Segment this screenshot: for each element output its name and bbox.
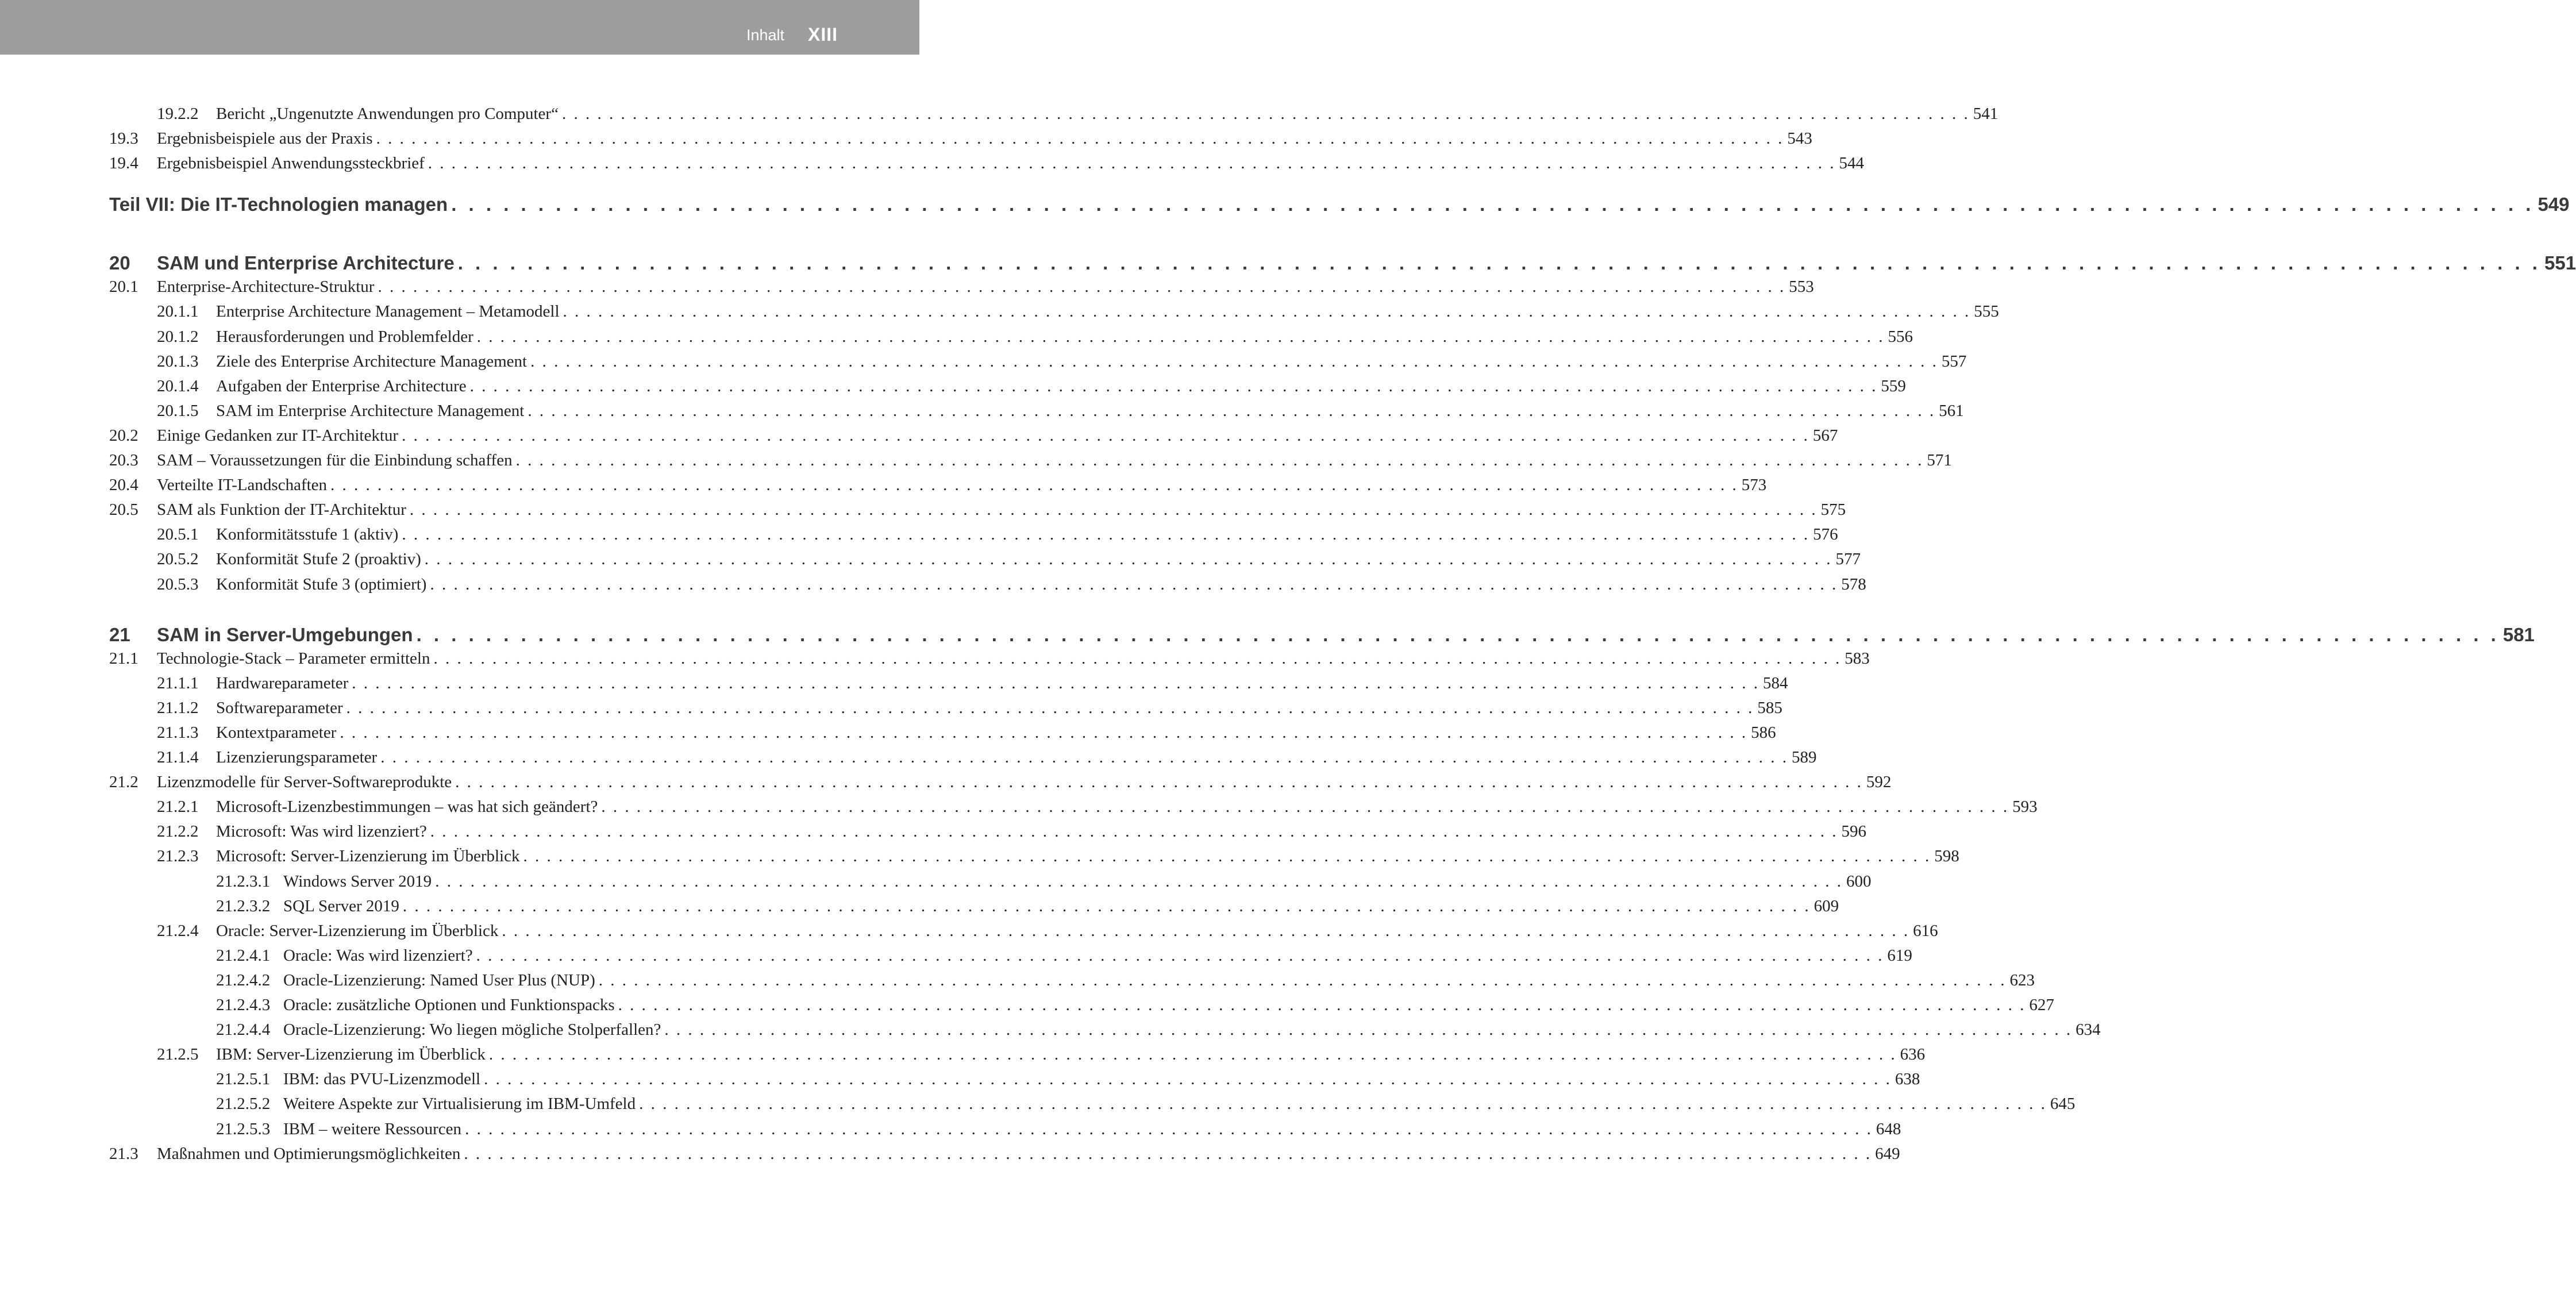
toc-entry — [216, 1095, 2076, 1118]
leader-dots: . . . . . . . . . . . . . . . . . . . . . . . . . . . . . . . . . . . . . . . . . . . . . . . . . . . . . . . . . . . . . . . . . . . . . . . . . . . . . . . . . . . . . . . . . . . . . . . . . . . . . . . . . . . . . . . . . . . . . . . . — [563, 302, 1971, 321]
toc-entry-title: Aufgaben der Enterprise Architecture — [216, 376, 467, 395]
toc-chapter-entry — [109, 623, 2535, 649]
toc-entry-page: 559 — [1881, 376, 1906, 395]
toc-entry — [216, 872, 1872, 895]
toc-entry-title: Oracle-Lizenzierung: Named User Plus (NUP) — [283, 970, 595, 989]
toc-entry-number: 20.1 — [109, 278, 138, 296]
toc-entry-page: 551 — [2544, 252, 2576, 274]
toc-entry-title: Konformität Stufe 2 (proaktiv) — [216, 550, 421, 569]
toc-entry-title: Weitere Aspekte zur Virtualisierung im IBM-Umfeld — [283, 1095, 636, 1114]
toc-entry — [157, 723, 1776, 746]
toc-entry-title: Enterprise Architecture Management – Metamodell — [216, 302, 560, 321]
toc-entry-number: 21.2.3.1 — [216, 872, 271, 891]
leader-dots: . . . . . . . . . . . . . . . . . . . . . . . . . . . . . . . . . . . . . . . . . . . . . . . . . . . . . . . . . . . . . . . . . . . . . . . . . . . . . . . . . . . . . . . . . . . . . . . . . . . . . . . . . . . . . . . . . . . . . . . . — [435, 872, 1843, 891]
toc-entry-page: 596 — [1841, 822, 1867, 841]
toc-entry-title: Lizenzierungsparameter — [216, 748, 378, 767]
toc-entry-title: IBM: Server-Lizenzierung im Überblick — [216, 1045, 486, 1064]
toc-entry — [157, 376, 1906, 400]
toc-entry-page: 598 — [1934, 847, 1959, 866]
toc-entry-number: 21.2.3 — [157, 847, 199, 866]
toc-entry-page: 600 — [1846, 872, 1872, 891]
toc-entry-title: Einige Gedanken zur IT-Architektur — [157, 426, 399, 445]
toc-entry-number: 21.2.5.1 — [216, 1070, 271, 1089]
leader-dots: . . . . . . . . . . . . . . . . . . . . . . . . . . . . . . . . . . . . . . . . . . . . . . . . . . . . . . . . . . . . . . . . . . . . . . . . . . . . . . . . . . . . . . . . . . . . . . . . . . . . . . . . . . . . . . . . . . . . . . . . — [484, 1070, 1892, 1089]
toc-entry-number: 21.1.1 — [157, 673, 199, 692]
toc-entry-page: 593 — [2012, 798, 2038, 816]
toc-entry-page: 638 — [1895, 1070, 1920, 1089]
toc-entry-page: 583 — [1845, 649, 1870, 668]
toc-entry-title: Konformität Stufe 3 (optimiert) — [216, 575, 427, 594]
toc-entry — [109, 476, 1767, 499]
toc-entry-page: 577 — [1835, 550, 1861, 569]
toc-entry-number: 20.1.4 — [157, 376, 199, 395]
toc-entry-title: IBM – weitere Ressourcen — [283, 1119, 462, 1138]
toc-entry-page: 556 — [1888, 327, 1913, 346]
toc-entry — [109, 129, 1812, 152]
toc-entry-page: 575 — [1820, 500, 1846, 519]
toc-entry-title: Herausforderungen und Problemfelder — [216, 327, 473, 346]
toc-entry — [157, 748, 1817, 771]
leader-dots: . . . . . . . . . . . . . . . . . . . . . . . . . . . . . . . . . . . . . . . . . . . . . . . . . . . . . . . . . . . . . . . . . . . . . . . . . . . . . . . . . . . . . . . . . . . . . . . . . . . . . . . . . . . . . . . . . . . . . . . . — [430, 575, 1838, 594]
toc-entry — [216, 896, 1839, 920]
toc-entry-title: Enterprise-Architecture-Struktur — [157, 278, 375, 296]
toc-entry — [109, 649, 1870, 672]
toc-entry — [109, 154, 1865, 177]
toc-entry-number: 21.3 — [109, 1144, 138, 1163]
toc-entry-number: 21.1.3 — [157, 723, 199, 742]
leader-dots: . . . . . . . . . . . . . . . . . . . . . . . . . . . . . . . . . . . . . . . . . . . . . . . . . . . . . . . . . . . . . . . . . . . . . . . . . . . . . . . . . . . . . . . . . . . . . . . . . . . . . . . . . . . . . . . . . . . . . . . . — [561, 105, 1970, 123]
leader-dots: . . . . . . . . . . . . . . . . . . . . . . . . . . . . . . . . . . . . . . . . . . . . . . . . . . . . . . . . . . . . . . . . . . . . . . . . . . . . . . . . . . . . . . . . . . . . . . . . . . . . . . . . . . . . . . . . . . . . . . . . — [476, 327, 1885, 346]
toc-entry-title: Ergebnisbeispiel Anwendungssteckbrief — [157, 154, 425, 173]
toc-entry-title: SAM als Funktion der IT-Architektur — [157, 500, 406, 519]
leader-dots: . . . . . . . . . . . . . . . . . . . . . . . . . . . . . . . . . . . . . . . . . . . . . . . . . . . . . . . . . . . . . . . . . . . . . . . . . . . . . . . . . . . . . . . . . . . . . . . . . . . . . . . . . . . . . . . . . . . . . . . . — [409, 500, 1818, 519]
leader-dots: . . . . . . . . . . . . . . . . . . . . . . . . . . . . . . . . . . . . . . . . . . . . . . . . . . . . . . . . . . . . . . . . . . . . . . . . . . . . . . . . . . . . . . . . . . . . . . . . . . . . . . . . . . . . . . . . . . . . . . . . — [515, 451, 1924, 469]
toc-entry-title: Teil VII: Die IT-Technologien managen — [109, 194, 448, 215]
toc-entry-number: 20.3 — [109, 451, 138, 469]
toc-entry-title: Softwareparameter — [216, 698, 343, 717]
leader-dots: . . . . . . . . . . . . . . . . . . . . . . . . . . . . . . . . . . . . . . . . . . . . . . . . . . . . . . . . . . . . . . . . . . . . . . . . . . . . . . . . . . . . . . . . . . . . . . . . . . . . . . . . . . . . . . . . . . . . . . . . — [464, 1144, 1872, 1163]
toc-entry — [157, 1045, 1926, 1068]
header-page-number: XIII — [807, 24, 838, 45]
toc-entry-title: Bericht „Ungenutzte Anwendungen pro Computer“ — [216, 105, 559, 123]
toc-entry-number: 21.2.4.4 — [216, 1020, 271, 1039]
toc-entry-title: Microsoft-Lizenzbestimmungen – was hat sich geändert? — [216, 798, 598, 816]
leader-dots: . . . . . . . . . . . . . . . . . . . . . . . . . . . . . . . . . . . . . . . . . . . . . . . . . . . . . . . . . . . . . . . . . . . . . . . . . . . . . . . . . . . . . . . . . . . . . . . . . . . . . . . . . . . . . . . . . . . . . . . . — [639, 1095, 2047, 1114]
leader-dots: . . . . . . . . . . . . . . . . . . . . . . . . . . . . . . . . . . . . . . . . . . . . . . . . . . . . . . . . . . . . . . . . . . . . . . . . . . . . . . . . . . . . . . . . . . . . . . . . . . . . . . . . . . . . . . . . . . . . . . . . — [451, 194, 2535, 215]
toc-entry-number: 21.2.4.1 — [216, 946, 271, 965]
toc-entry-title: SAM – Voraussetzungen für die Einbindung schaffen — [157, 451, 513, 469]
toc-part-entry — [109, 194, 2570, 219]
toc-entry-page: 581 — [2502, 623, 2535, 645]
toc-entry — [109, 500, 1846, 523]
leader-dots: . . . . . . . . . . . . . . . . . . . . . . . . . . . . . . . . . . . . . . . . . . . . . . . . . . . . . . . . . . . . . . . . . . . . . . . . . . . . . . . . . . . . . . . . . . . . . . . . . . . . . . . . . . . . . . . . . . . . . . . . — [476, 946, 1884, 965]
toc-entry-number: 21.2.2 — [157, 822, 199, 841]
leader-dots: . . . . . . . . . . . . . . . . . . . . . . . . . . . . . . . . . . . . . . . . . . . . . . . . . . . . . . . . . . . . . . . . . . . . . . . . . . . . . . . . . . . . . . . . . . . . . . . . . . . . . . . . . . . . . . . . . . . . . . . . — [424, 550, 1832, 569]
toc-entry — [216, 1119, 1901, 1143]
toc-entry — [157, 302, 1999, 325]
toc-entry-title: Ergebnisbeispiele aus der Praxis — [157, 129, 373, 148]
toc-entry-page: 567 — [1812, 426, 1838, 445]
toc-entry-title: Konformitätsstufe 1 (aktiv) — [216, 525, 399, 544]
header-label: Inhalt — [746, 26, 784, 44]
toc-entry-page: 576 — [1813, 525, 1838, 544]
toc-entry-page: 586 — [1751, 723, 1776, 742]
leader-dots: . . . . . . . . . . . . . . . . . . . . . . . . . . . . . . . . . . . . . . . . . . . . . . . . . . . . . . . . . . . . . . . . . . . . . . . . . . . . . . . . . . . . . . . . . . . . . . . . . . . . . . . . . . . . . . . . . . . . . . . . — [402, 426, 1809, 445]
toc-entry-title: SAM in Server-Umgebungen — [157, 623, 413, 645]
toc-entry-title: Ziele des Enterprise Architecture Management — [216, 352, 527, 371]
toc-entry-number: 21 — [109, 623, 130, 645]
toc-entry-number: 21.2.4 — [157, 921, 199, 940]
toc-entry-number: 20.1.5 — [157, 401, 199, 420]
toc-entry-number: 20.4 — [109, 476, 138, 495]
leader-dots: . . . . . . . . . . . . . . . . . . . . . . . . . . . . . . . . . . . . . . . . . . . . . . . . . . . . . . . . . . . . . . . . . . . . . . . . . . . . . . . . . . . . . . . . . . . . . . . . . . . . . . . . . . . . . . . . . . . . . . . . — [433, 649, 1842, 668]
toc-entry — [157, 847, 1959, 870]
toc-entry-page: 555 — [1974, 302, 1999, 321]
leader-dots: . . . . . . . . . . . . . . . . . . . . . . . . . . . . . . . . . . . . . . . . . . . . . . . . . . . . . . . . . . . . . . . . . . . . . . . . . . . . . . . . . . . . . . . . . . . . . . . . . . . . . . . . . . . . . . . . . . . . . . . . — [402, 896, 1811, 915]
leader-dots: . . . . . . . . . . . . . . . . . . . . . . . . . . . . . . . . . . . . . . . . . . . . . . . . . . . . . . . . . . . . . . . . . . . . . . . . . . . . . . . . . . . . . . . . . . . . . . . . . . . . . . . . . . . . . . . . . . . . . . . . — [340, 723, 1748, 742]
leader-dots: . . . . . . . . . . . . . . . . . . . . . . . . . . . . . . . . . . . . . . . . . . . . . . . . . . . . . . . . . . . . . . . . . . . . . . . . . . . . . . . . . . . . . . . . . . . . . . . . . . . . . . . . . . . . . . . . . . . . . . . . — [618, 996, 2026, 1014]
leader-dots: . . . . . . . . . . . . . . . . . . . . . . . . . . . . . . . . . . . . . . . . . . . . . . . . . . . . . . . . . . . . . . . . . . . . . . . . . . . . . . . . . . . . . . . . . . . . . . . . . . . . . . . . . . . . . . . . . . . . . . . . — [465, 1119, 1873, 1138]
leader-dots: . . . . . . . . . . . . . . . . . . . . . . . . . . . . . . . . . . . . . . . . . . . . . . . . . . . . . . . . . . . . . . . . . . . . . . . . . . . . . . . . . . . . . . . . . . . . . . . . . . . . . . . . . . . . . . . . . . . . . . . . — [428, 154, 1836, 173]
toc-entry-page: 553 — [1789, 278, 1814, 296]
toc-entry — [109, 1144, 1900, 1168]
toc-entry-number: 21.1 — [109, 649, 138, 668]
leader-dots: . . . . . . . . . . . . . . . . . . . . . . . . . . . . . . . . . . . . . . . . . . . . . . . . . . . . . . . . . . . . . . . . . . . . . . . . . . . . . . . . . . . . . . . . . . . . . . . . . . . . . . . . . . . . . . . . . . . . . . . . — [523, 847, 1931, 866]
toc-entry-number: 20.5 — [109, 500, 138, 519]
toc-entry-title: Windows Server 2019 — [283, 872, 432, 891]
toc-entry-page: 585 — [1757, 698, 1782, 717]
toc-entry — [216, 1070, 1920, 1093]
toc-entry-page: 549 — [2538, 194, 2570, 215]
toc-entry — [157, 352, 1967, 375]
toc-entry-title: Oracle: zusätzliche Optionen und Funktionspacks — [283, 996, 615, 1014]
toc-entry — [157, 525, 1838, 548]
toc-entry — [216, 946, 1912, 969]
toc-entry-page: 541 — [1973, 105, 1999, 123]
toc-entry-page: 616 — [1913, 921, 1938, 940]
toc-entry-page: 648 — [1876, 1119, 1901, 1138]
leader-dots: . . . . . . . . . . . . . . . . . . . . . . . . . . . . . . . . . . . . . . . . . . . . . . . . . . . . . . . . . . . . . . . . . . . . . . . . . . . . . . . . . . . . . . . . . . . . . . . . . . . . . . . . . . . . . . . . . . . . . . . . — [346, 698, 1754, 717]
toc-entry-number: 21.2 — [109, 773, 138, 792]
toc-entry-title: Microsoft: Server-Lizenzierung im Überblick — [216, 847, 520, 866]
leader-dots: . . . . . . . . . . . . . . . . . . . . . . . . . . . . . . . . . . . . . . . . . . . . . . . . . . . . . . . . . . . . . . . . . . . . . . . . . . . . . . . . . . . . . . . . . . . . . . . . . . . . . . . . . . . . . . . . . . . . . . . . — [416, 623, 2500, 645]
toc-entry-number: 21.2.1 — [157, 798, 199, 816]
toc-entry-title: Lizenzmodelle für Server-Softwareprodukte — [157, 773, 452, 792]
toc-entry — [157, 327, 1913, 351]
toc-entry-title: Maßnahmen und Optimierungsmöglichkeiten — [157, 1144, 461, 1163]
toc-entry-page: 589 — [1791, 748, 1817, 767]
toc-entry-title: Oracle: Server-Lizenzierung im Überblick — [216, 921, 499, 940]
toc-entry-number: 19.4 — [109, 154, 138, 173]
toc-entry-title: Oracle: Was wird lizenziert? — [283, 946, 473, 965]
toc-entry-number: 19.3 — [109, 129, 138, 148]
toc-entry-title: Oracle-Lizenzierung: Wo liegen mögliche Stolperfallen? — [283, 1020, 661, 1039]
toc-entry-title: Hardwareparameter — [216, 673, 349, 692]
leader-dots: . . . . . . . . . . . . . . . . . . . . . . . . . . . . . . . . . . . . . . . . . . . . . . . . . . . . . . . . . . . . . . . . . . . . . . . . . . . . . . . . . . . . . . . . . . . . . . . . . . . . . . . . . . . . . . . . . . . . . . . . — [455, 773, 1863, 792]
toc-entry-page: 573 — [1741, 476, 1767, 495]
toc-entry-page: 645 — [2050, 1095, 2076, 1114]
leader-dots: . . . . . . . . . . . . . . . . . . . . . . . . . . . . . . . . . . . . . . . . . . . . . . . . . . . . . . . . . . . . . . . . . . . . . . . . . . . . . . . . . . . . . . . . . . . . . . . . . . . . . . . . . . . . . . . . . . . . . . . . — [488, 1045, 1897, 1064]
leader-dots: . . . . . . . . . . . . . . . . . . . . . . . . . . . . . . . . . . . . . . . . . . . . . . . . . . . . . . . . . . . . . . . . . . . . . . . . . . . . . . . . . . . . . . . . . . . . . . . . . . . . . . . . . . . . . . . . . . . . . . . . — [527, 401, 1936, 420]
toc-entry — [157, 698, 1782, 722]
toc-entry-page: 636 — [1900, 1045, 1926, 1064]
toc-entry-title: Verteilte IT-Landschaften — [157, 476, 328, 495]
toc-entry-title: SAM und Enterprise Architecture — [157, 252, 455, 274]
toc-entry-number: 20.1.2 — [157, 327, 199, 346]
toc-entry-page: 619 — [1887, 946, 1912, 965]
leader-dots: . . . . . . . . . . . . . . . . . . . . . . . . . . . . . . . . . . . . . . . . . . . . . . . . . . . . . . . . . . . . . . . . . . . . . . . . . . . . . . . . . . . . . . . . . . . . . . . . . . . . . . . . . . . . . . . . . . . . . . . . — [598, 970, 2007, 989]
toc-chapter-entry — [109, 252, 2576, 278]
toc-entry-title: Technologie-Stack – Parameter ermitteln — [157, 649, 430, 668]
leader-dots: . . . . . . . . . . . . . . . . . . . . . . . . . . . . . . . . . . . . . . . . . . . . . . . . . . . . . . . . . . . . . . . . . . . . . . . . . . . . . . . . . . . . . . . . . . . . . . . . . . . . . . . . . . . . . . . . . . . . . . . . — [330, 476, 1738, 495]
toc-entry-number: 21.2.4.3 — [216, 996, 271, 1014]
toc-entry-page: 649 — [1875, 1144, 1900, 1163]
toc-entry-number: 20.5.1 — [157, 525, 199, 544]
toc-entry-number: 21.2.4.2 — [216, 970, 271, 989]
toc-entry — [157, 822, 1867, 845]
leader-dots: . . . . . . . . . . . . . . . . . . . . . . . . . . . . . . . . . . . . . . . . . . . . . . . . . . . . . . . . . . . . . . . . . . . . . . . . . . . . . . . . . . . . . . . . . . . . . . . . . . . . . . . . . . . . . . . . . . . . . . . . — [530, 352, 1938, 371]
toc-entry — [157, 921, 1938, 945]
toc-entry-number: 21.2.5 — [157, 1045, 199, 1064]
toc-entry-page: 557 — [1941, 352, 1967, 371]
toc-entry — [109, 773, 1892, 796]
leader-dots: . . . . . . . . . . . . . . . . . . . . . . . . . . . . . . . . . . . . . . . . . . . . . . . . . . . . . . . . . . . . . . . . . . . . . . . . . . . . . . . . . . . . . . . . . . . . . . . . . . . . . . . . . . . . . . . . . . . . . . . . — [352, 673, 1759, 692]
toc-entry-page: 627 — [2029, 996, 2054, 1014]
toc-entry-page: 609 — [1813, 896, 1839, 915]
toc-entry-page: 561 — [1939, 401, 1964, 420]
toc-entry-page: 544 — [1839, 154, 1865, 173]
toc-entry-number: 20.1.1 — [157, 302, 199, 321]
toc-entry-title: Microsoft: Was wird lizenziert? — [216, 822, 427, 841]
toc-entry-title: SAM im Enterprise Architecture Management — [216, 401, 525, 420]
toc-entry-number: 20.5.3 — [157, 575, 199, 594]
leader-dots: . . . . . . . . . . . . . . . . . . . . . . . . . . . . . . . . . . . . . . . . . . . . . . . . . . . . . . . . . . . . . . . . . . . . . . . . . . . . . . . . . . . . . . . . . . . . . . . . . . . . . . . . . . . . . . . . . . . . . . . . — [457, 252, 2541, 274]
toc-entry-page: 592 — [1866, 773, 1892, 792]
toc-entry — [157, 673, 1788, 697]
leader-dots: . . . . . . . . . . . . . . . . . . . . . . . . . . . . . . . . . . . . . . . . . . . . . . . . . . . . . . . . . . . . . . . . . . . . . . . . . . . . . . . . . . . . . . . . . . . . . . . . . . . . . . . . . . . . . . . . . . . . . . . . — [469, 376, 1878, 395]
toc-entry-page: 578 — [1841, 575, 1866, 594]
toc-entry-page: 543 — [1787, 129, 1812, 148]
toc-entry-number: 21.2.5.2 — [216, 1095, 271, 1114]
toc-entry-number: 21.1.4 — [157, 748, 199, 767]
toc-entry-number: 19.2.2 — [157, 105, 199, 123]
toc-entry — [157, 401, 1964, 425]
leader-dots: . . . . . . . . . . . . . . . . . . . . . . . . . . . . . . . . . . . . . . . . . . . . . . . . . . . . . . . . . . . . . . . . . . . . . . . . . . . . . . . . . . . . . . . . . . . . . . . . . . . . . . . . . . . . . . . . . . . . . . . . — [430, 822, 1838, 841]
toc-entry-number: 20.5.2 — [157, 550, 199, 569]
toc-entry — [216, 1020, 2101, 1043]
toc-entry — [109, 278, 1814, 301]
toc-entry — [157, 575, 1866, 598]
leader-dots: . . . . . . . . . . . . . . . . . . . . . . . . . . . . . . . . . . . . . . . . . . . . . . . . . . . . . . . . . . . . . . . . . . . . . . . . . . . . . . . . . . . . . . . . . . . . . . . . . . . . . . . . . . . . . . . . . . . . . . . . — [376, 129, 1784, 148]
leader-dots: . . . . . . . . . . . . . . . . . . . . . . . . . . . . . . . . . . . . . . . . . . . . . . . . . . . . . . . . . . . . . . . . . . . . . . . . . . . . . . . . . . . . . . . . . . . . . . . . . . . . . . . . . . . . . . . . . . . . . . . . — [402, 525, 1810, 544]
toc-entry — [109, 451, 1952, 474]
leader-dots: . . . . . . . . . . . . . . . . . . . . . . . . . . . . . . . . . . . . . . . . . . . . . . . . . . . . . . . . . . . . . . . . . . . . . . . . . . . . . . . . . . . . . . . . . . . . . . . . . . . . . . . . . . . . . . . . . . . . . . . . — [380, 748, 1788, 767]
toc-entry-number: 20.2 — [109, 426, 138, 445]
leader-dots: . . . . . . . . . . . . . . . . . . . . . . . . . . . . . . . . . . . . . . . . . . . . . . . . . . . . . . . . . . . . . . . . . . . . . . . . . . . . . . . . . . . . . . . . . . . . . . . . . . . . . . . . . . . . . . . . . . . . . . . . — [378, 278, 1786, 296]
toc-entry-page: 571 — [1927, 451, 1952, 469]
leader-dots: . . . . . . . . . . . . . . . . . . . . . . . . . . . . . . . . . . . . . . . . . . . . . . . . . . . . . . . . . . . . . . . . . . . . . . . . . . . . . . . . . . . . . . . . . . . . . . . . . . . . . . . . . . . . . . . . . . . . . . . . — [601, 798, 2009, 816]
toc-entry — [216, 996, 2054, 1019]
toc-entry-number: 21.1.2 — [157, 698, 199, 717]
leader-dots: . . . . . . . . . . . . . . . . . . . . . . . . . . . . . . . . . . . . . . . . . . . . . . . . . . . . . . . . . . . . . . . . . . . . . . . . . . . . . . . . . . . . . . . . . . . . . . . . . . . . . . . . . . . . . . . . . . . . . . . . — [664, 1020, 2073, 1039]
toc-entry — [157, 798, 2038, 821]
toc-entry-title: IBM: das PVU-Lizenzmodell — [283, 1070, 481, 1089]
toc-entry-page: 623 — [2009, 970, 2035, 989]
toc-entry-title: Kontextparameter — [216, 723, 337, 742]
toc-entry-page: 584 — [1762, 673, 1788, 692]
toc-entry-number: 20 — [109, 252, 130, 274]
toc-entry-number: 21.2.3.2 — [216, 896, 271, 915]
leader-dots: . . . . . . . . . . . . . . . . . . . . . . . . . . . . . . . . . . . . . . . . . . . . . . . . . . . . . . . . . . . . . . . . . . . . . . . . . . . . . . . . . . . . . . . . . . . . . . . . . . . . . . . . . . . . . . . . . . . . . . . . — [502, 921, 1910, 940]
toc-entry — [109, 426, 1838, 449]
toc-entry-number: 20.1.3 — [157, 352, 199, 371]
toc-entry-title: SQL Server 2019 — [283, 896, 399, 915]
toc-entry — [216, 970, 2035, 994]
toc-entry — [157, 550, 1861, 573]
toc-entry-page: 634 — [2076, 1020, 2101, 1039]
toc-entry — [157, 105, 1999, 128]
toc-entry-number: 21.2.5.3 — [216, 1119, 271, 1138]
